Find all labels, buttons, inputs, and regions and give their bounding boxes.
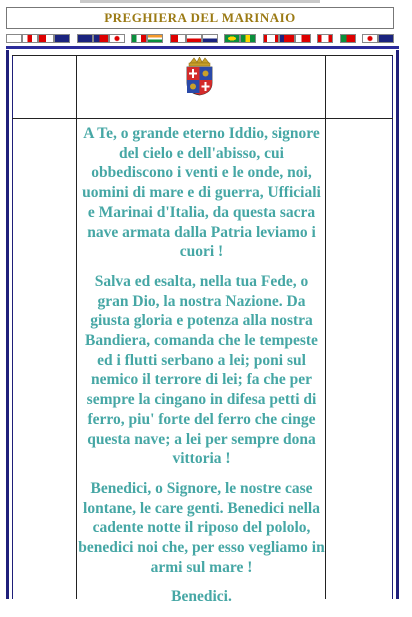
column-divider-right [325, 55, 326, 599]
flag-czech-icon [186, 34, 202, 43]
flag-group-2 [77, 34, 125, 43]
prayer-paragraph: A Te, o grande eterno Iddio, signore del cielo e dell'abisso, cui obbediscono i venti e le onde, noi, uomini di mare e di guerra, Ufficiali e Marinai d'Italia, da questa sacra nave armata dalla Patria leviamo i cuori ! [82, 125, 321, 261]
flag-uk-icon [77, 34, 93, 43]
flag-group-5 [224, 34, 256, 43]
flag-japan-icon [362, 34, 378, 43]
prayer-text [78, 124, 325, 617]
flag-icon [202, 34, 218, 43]
flag-group-left [6, 34, 70, 43]
page-title [6, 7, 394, 29]
flag-group-6 [263, 34, 311, 43]
flag-group-4 [170, 34, 218, 43]
flags-bar [6, 31, 394, 45]
flag-icon [240, 34, 256, 43]
flag-canada-icon [317, 34, 333, 43]
flag-japan-icon [109, 34, 125, 43]
flag-icon [93, 34, 109, 43]
flag-icon [38, 34, 54, 43]
flag-italy-icon [131, 34, 147, 43]
prayer-paragraph: Benedici. [171, 588, 232, 606]
page-title-text: PREGHIERA DEL MARINAIO [104, 10, 296, 25]
flag-portugal-icon [340, 34, 356, 43]
flag-group-8 [340, 34, 356, 43]
flag-group-3 [131, 34, 163, 43]
prayer-paragraph: Salva ed esalta, nella tua Fede, o gran Dio, la nostra Nazione. Da giusta gloria e potenza alla nostra Bandiera, comanda che le tempeste ed i flutti serbano a lei; poni sul nemico il terrore di lei; fa che per sempre la cingano in difesa petti di ferro, piu' forte del ferro che cinge questa nave; a lei per sempre dona vittoria ! [85, 272, 318, 468]
blue-rule [6, 46, 399, 49]
flag-icon [22, 34, 38, 43]
flag-uk-icon [54, 34, 70, 43]
flag-group-9 [362, 34, 394, 43]
column-divider-left [76, 55, 77, 599]
flag-icon [295, 34, 311, 43]
flag-icon [170, 34, 186, 43]
flag-korea-icon [6, 34, 22, 43]
flag-uk-icon [378, 34, 394, 43]
flag-brazil-icon [224, 34, 240, 43]
italian-navy-crest-icon [185, 57, 214, 96]
prayer-paragraph: Benedici, o Signore, le nostre case lontane, le care genti. Benedici nella cadente notte il riposo del pololo, benedici noi che, per esso vegliamo in armi sul mare ! [78, 479, 325, 576]
flag-india-icon [147, 34, 163, 43]
flag-icon [279, 34, 295, 43]
flag-icon [263, 34, 279, 43]
top-divider [80, 0, 320, 3]
flag-group-7 [317, 34, 333, 43]
